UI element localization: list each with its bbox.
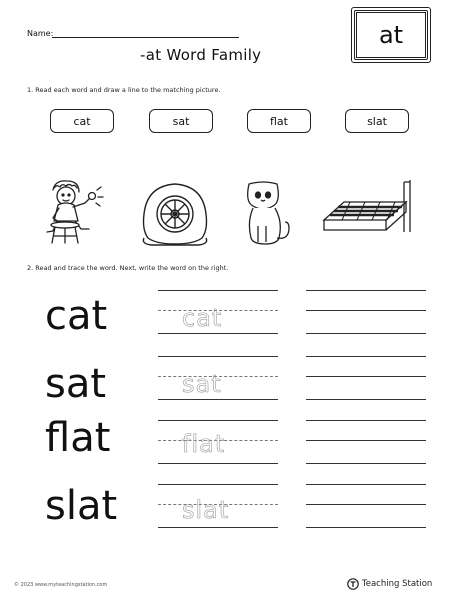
trace-word: sat [182, 370, 222, 398]
top-line [306, 484, 426, 485]
word-box-slat[interactable] [345, 109, 409, 133]
instruction-2: 2. Read and trace the word. Next, write the word on the right. [27, 264, 229, 272]
base-line [306, 399, 426, 400]
top-line [158, 420, 278, 421]
logo-icon [347, 578, 359, 590]
word-box-label: cat [73, 114, 91, 128]
write-area-slat[interactable] [306, 484, 426, 529]
base-line [158, 399, 278, 400]
brand-logo [347, 578, 432, 590]
big-word-flat: flat [45, 415, 111, 461]
mid-line [306, 376, 426, 377]
copyright-text: © 2023 www.myteachingstation.com [14, 582, 108, 588]
trace-word: cat [182, 304, 223, 332]
top-line [158, 356, 278, 357]
mid-line [306, 440, 426, 441]
top-line [306, 356, 426, 357]
top-line [158, 290, 278, 291]
name-field[interactable] [52, 37, 239, 38]
big-word-sat: sat [45, 361, 107, 407]
write-area-cat[interactable] [306, 290, 426, 335]
page-title: -at Word Family [140, 46, 262, 64]
base-line [158, 463, 278, 464]
write-area-sat[interactable] [306, 356, 426, 401]
trace-area-sat[interactable] [158, 356, 278, 401]
write-area-flat[interactable] [306, 420, 426, 465]
trace-area-flat[interactable] [158, 420, 278, 465]
flat-tire-illustration[interactable] [140, 176, 210, 252]
top-line [158, 484, 278, 485]
big-word-slat: slat [45, 483, 118, 529]
trace-word: slat [182, 496, 230, 524]
trace-area-slat[interactable] [158, 484, 278, 529]
top-line [306, 290, 426, 291]
base-line [158, 333, 278, 334]
instruction-1: 1. Read each word and draw a line to the matching picture. [27, 86, 221, 94]
cat-illustration[interactable] [237, 176, 297, 256]
name-label: Name: [27, 29, 54, 38]
word-box-label: flat [270, 114, 288, 128]
base-line [306, 333, 426, 334]
trace-area-cat[interactable] [158, 290, 278, 335]
top-line [306, 420, 426, 421]
trace-word: flat [182, 430, 226, 458]
word-box-label: sat [172, 114, 190, 128]
badge-text: at [378, 21, 404, 49]
word-family-badge [354, 10, 428, 60]
base-line [306, 527, 426, 528]
mid-line [306, 310, 426, 311]
word-box-cat[interactable] [50, 109, 114, 133]
boy-sitting-illustration[interactable] [35, 176, 115, 252]
base-line [306, 463, 426, 464]
base-line [158, 527, 278, 528]
word-box-label: slat [367, 114, 387, 128]
brand-name: Teaching Station [362, 579, 433, 589]
mid-line [306, 504, 426, 505]
word-box-sat[interactable] [149, 109, 213, 133]
big-word-cat: cat [45, 293, 108, 339]
word-box-flat[interactable] [247, 109, 311, 133]
bed-slats-illustration[interactable] [320, 176, 416, 242]
